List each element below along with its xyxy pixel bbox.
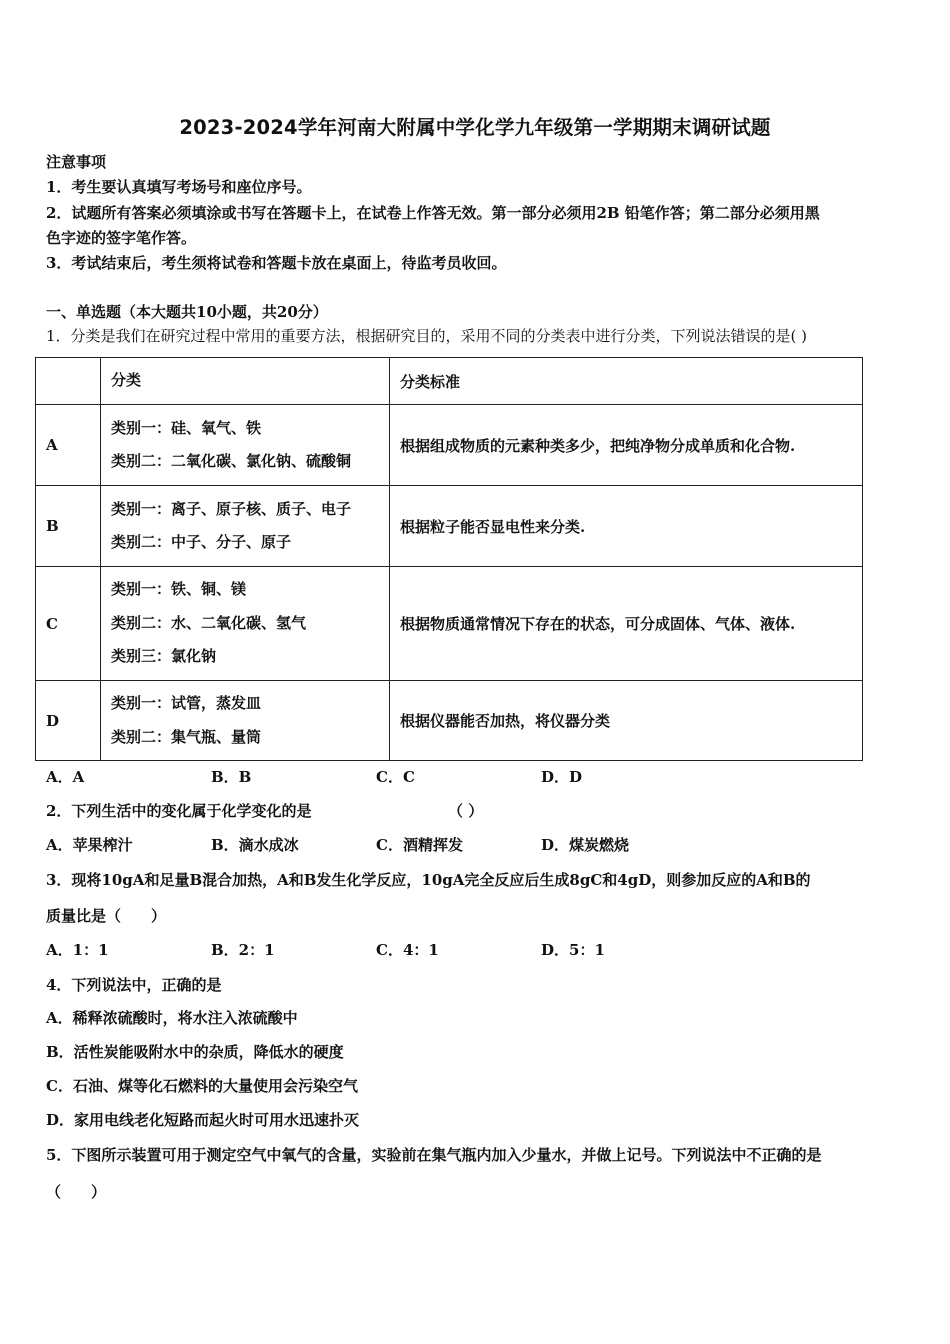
table-row: [36, 567, 863, 681]
row-categories: [101, 405, 390, 486]
row-categories: [101, 567, 390, 681]
q1-stem: 1．分类是我们在研究过程中常用的重要方法，根据研究目的，采用不同的分类表中进行分类，下列说法错误的是( ): [46, 327, 808, 345]
table-header-empty: [36, 358, 101, 405]
q2-option-c: C．酒精挥发: [376, 836, 463, 854]
q4-option-c: C．石油、煤等化石燃料的大量使用会污染空气: [46, 1077, 358, 1095]
q1-option-b: B．B: [211, 768, 252, 786]
q2-option-d: D．煤炭燃烧: [541, 836, 630, 854]
category-line: 类别二：水、二氧化碳、氢气: [111, 613, 307, 632]
q2-blank: （ ）: [448, 802, 484, 820]
table-row: [36, 486, 863, 567]
row-categories: [101, 486, 390, 567]
page-title: 2023-2024学年河南大附属中学化学九年级第一学期期末调研试题: [179, 116, 771, 139]
table-header-category: 分类: [101, 358, 390, 405]
row-standard: 根据粒子能否显电性来分类.: [390, 486, 863, 567]
category-line: 类别一：离子、原子核、质子、电子: [111, 499, 352, 518]
section-heading: 一、单选题（本大题共10小题，共20分）: [46, 303, 328, 321]
q3-option-d: D．5：1: [541, 941, 605, 959]
q2-option-a: A．苹果榨汁: [46, 836, 133, 854]
q5-stem: 5．下图所示装置可用于测定空气中氧气的含量，实验前在集气瓶内加入少量水，并做上记号。下列说法中不正确的是: [46, 1146, 822, 1164]
q4-option-a: A．稀释浓硫酸时，将水注入浓硫酸中: [46, 1009, 298, 1027]
notice-item-3: 3．考试结束后，考生须将试卷和答题卡放在桌面上，待监考员收回。: [46, 254, 507, 272]
q4-option-d: D．家用电线老化短路而起火时可用水迅速扑灭: [46, 1111, 360, 1129]
row-standard: 根据组成物质的元素种类多少，把纯净物分成单质和化合物.: [390, 405, 863, 486]
category-line: 类别三：氯化钠: [111, 647, 217, 666]
notice-heading: 注意事项: [46, 153, 107, 171]
category-line: 类别二：二氧化碳、氯化钠、硫酸铜: [111, 452, 352, 470]
q2-stem: 2．下列生活中的变化属于化学变化的是: [46, 802, 312, 820]
q3-option-b: B．2：1: [211, 941, 275, 959]
q4-stem: 4．下列说法中，正确的是: [46, 976, 222, 994]
row-standard: 根据仪器能否加热，将仪器分类: [390, 681, 863, 761]
row-label: C: [36, 567, 101, 681]
row-categories: [101, 681, 390, 761]
category-line: 类别一：硅、氧气、铁: [111, 418, 262, 437]
q1-option-a: A．A: [46, 768, 85, 786]
table-row: [36, 681, 863, 761]
table-row: [36, 405, 863, 486]
q1-option-d: D．D: [541, 768, 583, 786]
notice-item-2-cont: 色字迹的签字笔作答。: [46, 229, 197, 247]
row-label: A: [36, 405, 101, 486]
row-label: D: [36, 681, 101, 761]
q3-stem: 3．现将10gA和足量B混合加热，A和B发生化学反应，10gA完全反应后生成8gC和4gD，则参加反应的A和B的: [46, 871, 811, 889]
q3-stem-cont: 质量比是（ ）: [46, 907, 167, 925]
category-line: 类别二：中子、分子、原子: [111, 533, 292, 551]
q2-option-b: B．滴水成冰: [211, 836, 299, 854]
category-line: 类别一：铁、铜、镁: [111, 580, 247, 599]
q3-option-a: A．1：1: [46, 941, 109, 959]
table-header-row: [36, 358, 863, 405]
row-standard: 根据物质通常情况下存在的状态，可分成固体、气体、液体.: [390, 567, 863, 681]
q1-option-c: C．C: [376, 768, 415, 786]
category-line: 类别一：试管，蒸发皿: [111, 694, 262, 712]
notice-item-1: 1．考生要认真填写考场号和座位序号。: [46, 178, 312, 196]
q5-stem-cont: （ ）: [46, 1183, 107, 1201]
category-line: 类别二：集气瓶、量筒: [111, 727, 262, 746]
row-label: B: [36, 486, 101, 567]
classification-table: [35, 357, 863, 761]
notice-item-2: 2．试题所有答案必须填涂或书写在答题卡上，在试卷上作答无效。第一部分必须用2B 铅笔作答；第二部分必须用黑: [46, 204, 820, 222]
q3-option-c: C．4：1: [376, 941, 439, 959]
table-header-standard: 分类标准: [390, 358, 863, 405]
q4-option-b: B．活性炭能吸附水中的杂质，降低水的硬度: [46, 1043, 344, 1061]
